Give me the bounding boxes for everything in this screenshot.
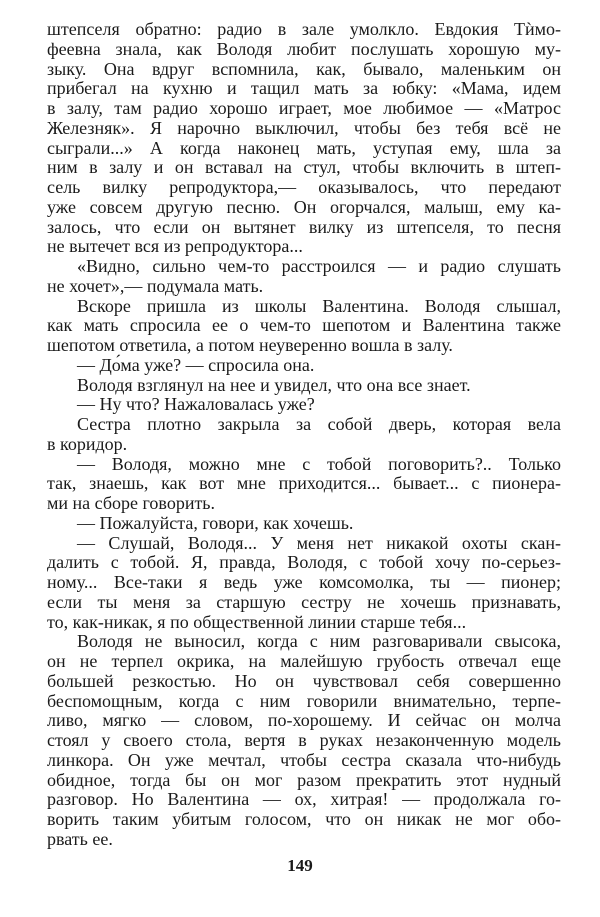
text-line: Железняк». Я нарочно выключил, чтобы без тебя всё не [47, 117, 561, 138]
text-line: беспомощным, когда с ним говорили внимательно, терпе- [47, 690, 561, 711]
page-body-text [47, 20, 561, 850]
paragraph [47, 632, 561, 849]
text-line: — Володя, можно мне с тобой поговорить?.. Только [77, 453, 561, 474]
text-line: шепотом ответила, а потом неуверенно вошла в залу. [47, 335, 453, 355]
text-line: стоял у своего стола, вертя в руках незаконченную модель [47, 730, 561, 750]
paragraph [47, 514, 561, 534]
paragraph [47, 455, 561, 514]
text-line: то, как-никак, я по общественной линии старше тебя... [47, 611, 467, 632]
text-line: Вскоре пришла из школы Валентина. Володя слышал, [77, 295, 561, 316]
text-line: если ты меня за старшую сестру не хочешь признавать, [47, 591, 561, 612]
text-line: — Пожалуйста, говори, как хочешь. [77, 512, 354, 533]
paragraph [47, 534, 561, 633]
paragraph [47, 415, 561, 455]
text-line: — До́ма уже? — спросила она. [77, 354, 315, 375]
paragraph [47, 20, 561, 257]
text-line: в залу, там радио хорошо играет, мое любимое — «Матрос [47, 98, 561, 118]
text-line: разговор. Но Валентина — ох, хитрая! — продолжала го- [47, 789, 561, 810]
text-line: ми на сборе говорить. [47, 493, 216, 513]
text-line: рвать ее. [47, 828, 113, 849]
text-line: обидное, тогда бы он мог разом прекратить этот нудный [47, 769, 561, 790]
text-line: ним в залу и он вставал на стул, чтобы включить в штеп- [47, 157, 561, 178]
text-line: штепселя обратно: радио в зале умолкло. Евдокия Тѝмо- [47, 19, 561, 39]
paragraph [47, 356, 561, 376]
text-line: большей резкостью. Но он чувствовал себя совершенно [47, 670, 561, 691]
text-line: далить с тобой. Я, правда, Володя, с тобой хочу по-серьез- [47, 552, 561, 573]
text-line: Сестра плотно закрыла за собой дверь, которая вела [77, 414, 561, 434]
text-line: как мать спросила ее о чем-то шепотом и Валентина также [47, 315, 561, 336]
text-line: он не терпел окрика, на малейшую грубость отвечал еще [47, 651, 561, 671]
text-line: не вытечет вся из репродуктора... [47, 236, 303, 257]
text-line: так, знаешь, как вот мне приходится... бывает... с пионера- [47, 473, 561, 494]
text-line: сыграли...» А когда наконец мать, уступая ему, шла за [47, 137, 561, 158]
paragraph [47, 376, 561, 396]
text-line: в коридор. [47, 433, 128, 454]
text-line: ному... Все-таки я ведь уже комсомолка, ты — пионер; [47, 572, 561, 592]
paragraph [47, 395, 561, 415]
text-line: — Слушай, Володя... У меня нет никакой охоты скан- [77, 532, 561, 553]
paragraph [47, 257, 561, 297]
text-line: Володя взглянул на нее и увидел, что она все знает. [77, 374, 471, 395]
text-line: уже совсем другую песню. Он огорчался, малыш, ему ка- [47, 196, 561, 217]
page-number: 149 [287, 856, 313, 875]
text-line: Володя не выносил, когда с ним разговаривали свысока, [77, 631, 561, 652]
text-line: линкора. Он уже мечтал, чтобы сестра сказала что-нибудь [47, 749, 561, 770]
text-line: ливо, мягко — словом, по-хорошему. И сейчас он молча [47, 710, 561, 731]
text-line: ворить таким убитым голосом, что он никак не мог обо- [47, 809, 561, 829]
text-line: прибегал на кухню и тащил мать за юбку: «Мама, идем [47, 78, 561, 99]
text-line: не хочет»,— подумала мать. [47, 275, 264, 296]
text-line: сель вилку репродуктора,— оказывалось, что передают [47, 177, 561, 197]
text-line: залось, что если он вытянет вилку из штепселя, то песня [47, 216, 561, 237]
text-line: — Ну что? Нажаловалась уже? [77, 394, 315, 415]
paragraph [47, 297, 561, 356]
text-line: феевна знала, как Володя любит послушать хорошую му- [47, 38, 561, 59]
text-line: «Видно, сильно чем-то расстроился — и радио слушать [77, 256, 561, 276]
text-line: зыку. Она вдруг вспомнила, как, бывало, маленьким он [47, 58, 561, 79]
